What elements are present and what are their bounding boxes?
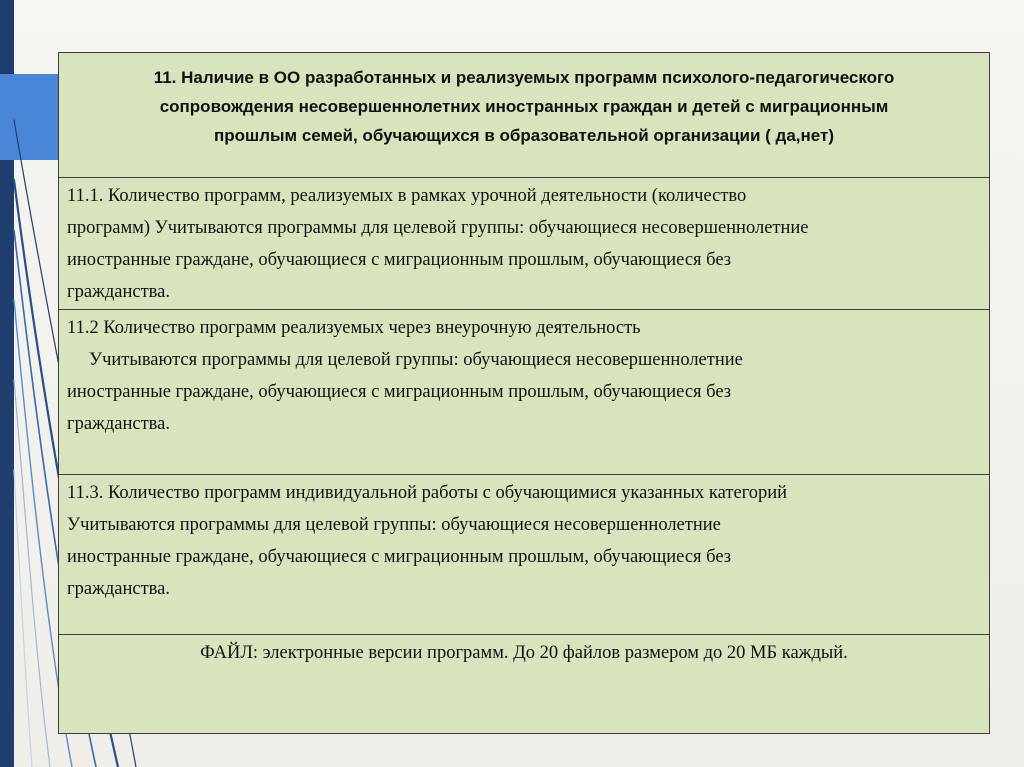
- row-line: 11.1. Количество программ, реализуемых в рамках урочной деятельности (количество: [67, 186, 747, 206]
- row-line: гражданства.: [67, 414, 170, 434]
- row-line: иностранные граждане, обучающиеся с миграционным прошлым, обучающиеся без: [67, 547, 732, 567]
- row-line: иностранные граждане, обучающиеся с миграционным прошлым, обучающиеся без: [67, 382, 732, 402]
- deco-line: [14, 470, 32, 767]
- row-line: иностранные граждане, обучающиеся с миграционным прошлым, обучающиеся без: [67, 250, 732, 270]
- table-row-11-2: [59, 309, 989, 474]
- row-line: гражданства.: [67, 579, 170, 599]
- heading-line: 11. Наличие в ОО разработанных и реализуемых программ психолого-педагогического: [153, 68, 895, 87]
- heading-line: сопровождения несовершеннолетних иностранных граждан и детей с миграционным: [159, 97, 889, 116]
- row-line: 11.3. Количество программ индивидуальной работы с обучающимися указанных категорий: [67, 483, 788, 503]
- row-line: Учитываются программы для целевой группы: обучающиеся несовершеннолетние: [67, 515, 721, 535]
- row-line: гражданства.: [67, 282, 170, 302]
- content-table: [58, 52, 990, 734]
- table-row-11-1: [59, 177, 989, 309]
- row-line: программ) Учитываются программы для целевой группы: обучающиеся несовершеннолетние: [67, 218, 809, 238]
- table-header-row: [59, 53, 989, 177]
- table-row-11-3: [59, 474, 989, 634]
- heading-line: прошлым семей, обучающихся в образовательной организации ( да,нет): [214, 126, 834, 145]
- row-line: Учитываются программы для целевой группы: обучающиеся несовершеннолетние: [89, 350, 743, 370]
- table-row-file-note: [59, 634, 989, 733]
- file-note: ФАЙЛ: электронные версии программ. До 20 файлов размером до 20 МБ каждый.: [200, 643, 848, 663]
- row-line: 11.2 Количество программ реализуемых через внеурочную деятельность: [67, 318, 641, 338]
